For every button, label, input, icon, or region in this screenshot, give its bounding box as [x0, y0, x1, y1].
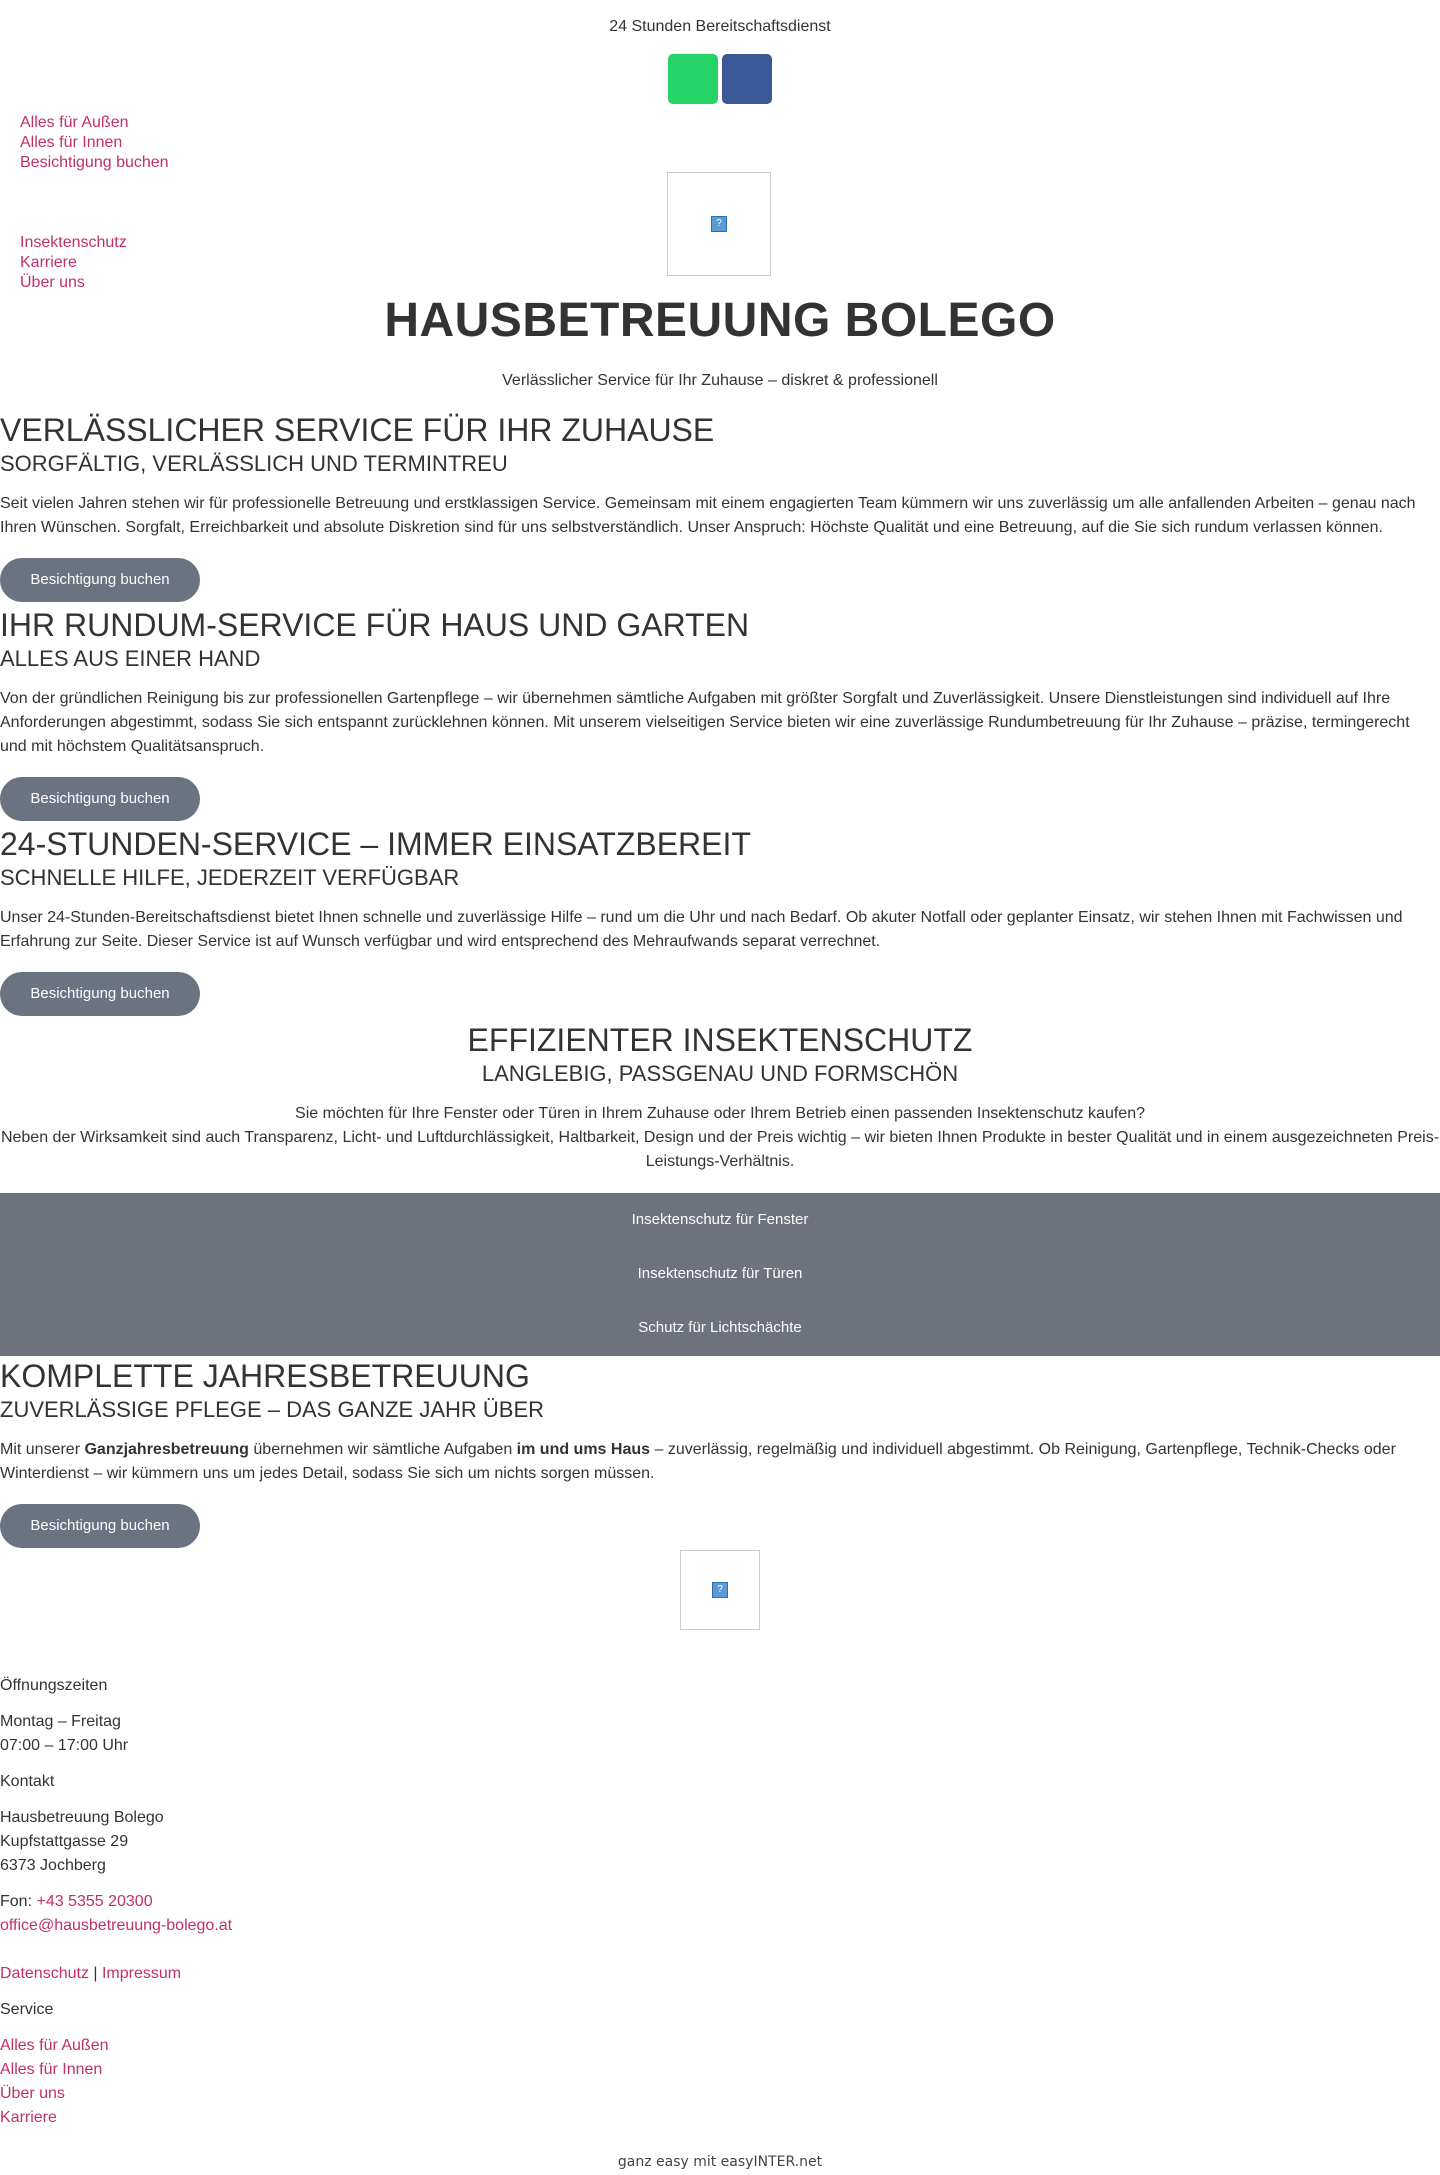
section-subtitle: SCHNELLE HILFE, JEDERZEIT VERFÜGBAR — [0, 865, 460, 890]
footer-link-ueber-uns[interactable]: Über uns — [0, 2085, 65, 2102]
section-title: KOMPLETTE JAHRESBETREUUNG — [0, 1358, 530, 1394]
site-title: HAUSBETREUUNG BOLEGO — [384, 294, 1056, 347]
section-text: Unser 24-Stunden-Bereitschaftsdienst bietet Ihnen schnelle und zuverlässige Hilfe – rund um die Uhr und nach Bedarf. Ob akuter Notfall oder geplanter Einsatz, wir stehen Ihnen mit Fachwissen und Erfahrung zur Seite. Dieser Service ist auf Wunsch verfügbar und wird entsprechend des Mehraufwands separat verrechnet. — [0, 909, 1403, 950]
phone-label: Fon: — [0, 1893, 37, 1910]
section-title: EFFIZIENTER INSEKTENSCHUTZ — [467, 1022, 973, 1058]
address-street: Kupfstattgasse 29 — [0, 1833, 129, 1850]
whatsapp-button[interactable] — [668, 54, 718, 104]
site-tagline: Verlässlicher Service für Ihr Zuhause – diskret & professionell — [502, 372, 938, 389]
book-viewing-button[interactable]: Besichtigung buchen — [0, 558, 200, 602]
footer — [0, 1674, 232, 2130]
category-windows[interactable]: Insektenschutz für Fenster — [631, 1211, 809, 1228]
contact-title: Kontakt — [0, 1773, 55, 1790]
hours-title: Öffnungszeiten — [0, 1677, 108, 1694]
section-insektenschutz — [0, 1020, 1440, 1174]
section-subtitle: ZUVERLÄSSIGE PFLEGE – DAS GANZE JAHR ÜBER — [0, 1397, 545, 1422]
category-lightwells[interactable]: Schutz für Lichtschächte — [638, 1319, 802, 1336]
logo-image[interactable] — [667, 172, 771, 276]
broken-image-icon: ? — [711, 216, 727, 232]
text-bold: Ganzjahresbetreuung — [84, 1441, 249, 1458]
footer-link-karriere[interactable]: Karriere — [0, 2109, 57, 2126]
insect-categories — [0, 1193, 1440, 1356]
book-viewing-button[interactable]: Besichtigung buchen — [0, 1504, 200, 1548]
section-rundum — [0, 605, 1440, 821]
section-image — [680, 1550, 760, 1630]
nav-item-ueber-uns[interactable]: Über uns — [20, 274, 85, 291]
footer-link-innen[interactable]: Alles für Innen — [0, 2061, 103, 2078]
text-part: Mit unserer — [0, 1441, 85, 1458]
main-nav-left — [20, 113, 169, 173]
credit-link[interactable]: ganz easy mit easyINTER.net — [617, 2154, 823, 2170]
nav-item-besichtigung[interactable]: Besichtigung buchen — [20, 154, 169, 171]
phone-line — [0, 1890, 232, 1914]
top-bar — [0, 0, 1440, 40]
nav-item-karriere[interactable]: Karriere — [20, 254, 77, 271]
topbar-text: 24 Stunden Bereitschaftsdienst — [609, 18, 831, 35]
email-link[interactable]: office@hausbetreuung-bolego.at — [0, 1917, 233, 1934]
privacy-link[interactable]: Datenschutz — [0, 1965, 89, 1982]
social-links — [0, 54, 1440, 104]
legal-separator: | — [88, 1965, 102, 1982]
section-service — [0, 410, 1440, 602]
main-nav-left-2 — [20, 233, 127, 293]
text-bold: im und ums Haus — [516, 1441, 651, 1458]
section-title: VERLÄSSLICHER SERVICE FÜR IHR ZUHAUSE — [0, 412, 715, 448]
company-name: Hausbetreuung Bolego — [0, 1809, 164, 1826]
text-part: – zuverlässig, regelmäßig und individuell abgestimmt. Ob Reinigung, Gartenpflege, Technik-Checks oder Winterdienst – wir kümmern uns um jedes Detail, sodass Sie sich um nichts sorgen müssen. — [0, 1441, 1396, 1482]
address-city: 6373 Jochberg — [0, 1857, 106, 1874]
hours-time: 07:00 – 17:00 Uhr — [0, 1737, 129, 1754]
section-text-2: Neben der Wirksamkeit sind auch Transparenz, Licht- und Luftdurchlässigkeit, Haltbarkeit, Design und der Preis wichtig – wir bieten Ihnen Produkte in bester Qualität und in einem ausgezeichneten Preis-Leistungs-Verhältnis. — [0, 1129, 1440, 1170]
book-viewing-button[interactable]: Besichtigung buchen — [0, 777, 200, 821]
section-subtitle: ALLES AUS EINER HAND — [0, 646, 261, 671]
imprint-link[interactable]: Impressum — [101, 1965, 182, 1982]
text-part: übernehmen wir sämtliche Aufgaben — [248, 1441, 517, 1458]
section-text: Sie möchten für Ihre Fenster oder Türen in Ihrem Zuhause oder Ihrem Betrieb einen passenden Insektenschutz kaufen? — [295, 1105, 1145, 1122]
section-text: Von der gründlichen Reinigung bis zur professionellen Gartenpflege – wir übernehmen sämtliche Aufgaben mit größter Sorgfalt und Zuverlässigkeit. Unsere Dienstleistungen sind individuell auf Ihre Anforderungen abgestimmt, sodass Sie sich entspannt zurücklehnen können. Mit unserem vielseitigen Service bieten wir eine zuverlässige Rundumbetreuung für Ihr Zuhause – präzise, termingerecht und mit höchstem Qualitätsanspruch. — [0, 690, 1410, 755]
section-text: Seit vielen Jahren stehen wir für professionelle Betreuung und erstklassigen Service. Gemeinsam mit einem engagierten Team kümmern wir uns zuverlässig um alle anfallenden Arbeiten – genau nach Ihren Wünschen. Sorgfalt, Erreichbarkeit und absolute Diskretion sind für uns selbstverständlich. Unser Anspruch: Höchste Qualität und eine Betreuung, auf die Sie sich rundum verlassen können. — [0, 495, 1416, 536]
nav-item-innen[interactable]: Alles für Innen — [20, 134, 123, 151]
category-doors[interactable]: Insektenschutz für Türen — [637, 1265, 803, 1282]
section-subtitle: LANGLEBIG, PASSGENAU UND FORMSCHÖN — [481, 1061, 959, 1086]
nav-item-aussen[interactable]: Alles für Außen — [20, 114, 129, 131]
section-title: 24-STUNDEN-SERVICE – IMMER EINSATZBEREIT — [0, 826, 751, 862]
hours-days: Montag – Freitag — [0, 1713, 121, 1730]
broken-image-icon: ? — [712, 1582, 728, 1598]
book-viewing-button[interactable]: Besichtigung buchen — [0, 972, 200, 1016]
section-subtitle: SORGFÄLTIG, VERLÄSSLICH UND TERMINTREU — [0, 451, 508, 476]
legal-links — [0, 1962, 232, 1986]
service-title: Service — [0, 2001, 54, 2018]
section-text — [0, 1438, 1440, 1486]
nav-item-insektenschutz[interactable]: Insektenschutz — [20, 234, 127, 251]
facebook-button[interactable] — [722, 54, 772, 104]
section-title: IHR RUNDUM-SERVICE FÜR HAUS UND GARTEN — [0, 607, 750, 643]
phone-link[interactable]: +43 5355 20300 — [36, 1893, 153, 1910]
footer-link-aussen[interactable]: Alles für Außen — [0, 2037, 109, 2054]
section-24h — [0, 824, 1440, 1016]
section-jahresbetreuung — [0, 1356, 1440, 1548]
